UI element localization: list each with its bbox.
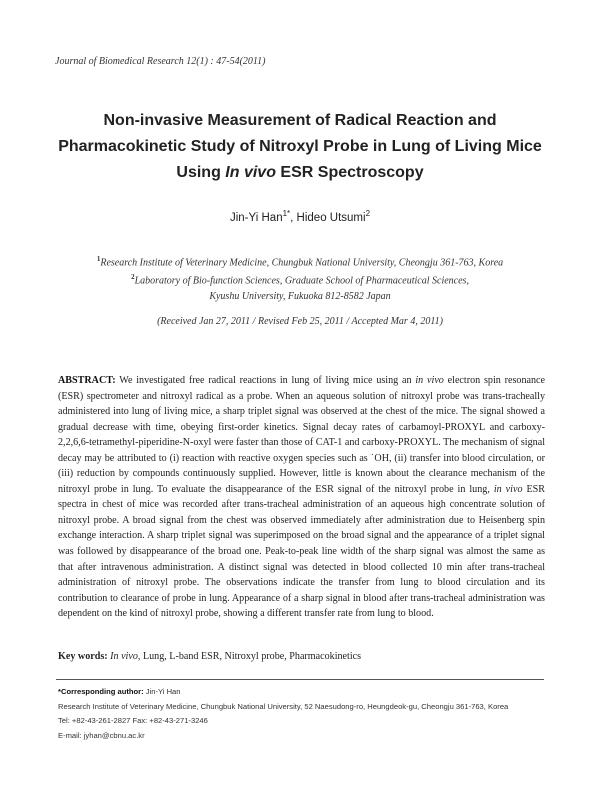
corresponding-author-label: *Corresponding author: [58,687,144,696]
affiliation-2-text-line-1: Laboratory of Bio-function Sciences, Graduate School of Pharmaceutical Sciences, [134,275,469,287]
abstract-text-3: ESR spectra in chest of mice was recorded after trans-tracheal administration of an aqueous high concentrate solution of nitroxyl probe. A broad signal from the chest was observed immediately after administration due to Heisenberg spin exchange interaction. A sharp triplet signal was superimposed on the broad signal and the appearance of a triplet signal was followed by disappearance of the broad one. Peak-to-peak line width of the sharp signal was almost the same as that after intravenous administration. A distinct signal was detected in blood collected 10 min after trans-tracheal administration of nitroxyl probe. The observations indicate the transfer from lung to blood circulation and its contribution to clearance of probe in lung. Appearance of a sharp signal in blood after trans-tracheal administration was dependent on the kind of nitroxyl probe, showing a different transfer rate from lung to blood. [58,483,545,620]
title-line-2: Pharmacokinetic Study of Nitroxyl Probe in Lung of Living Mice [58,138,542,155]
corresponding-email: E-mail: jyhan@cbnu.ac.kr [58,730,145,740]
author-1: Jin-Yi Han [229,211,283,224]
keywords-italic: In vivo [107,651,138,662]
title-line-3-italic: In vivo [225,164,276,181]
keywords-rest: , Lung, L-band ESR, Nitroxyl probe, Pharmacokinetics [137,651,362,662]
corresponding-address: Research Institute of Veterinary Medicine, Chungbuk National University, 52 Naesudong-ro, Heungdeok-gu, Cheongju 361-763, Korea [58,701,509,711]
author-list [0,209,600,224]
corresponding-author-block [58,685,558,743]
affiliation-1-text: Research Institute of Veterinary Medicine, Chungbuk National University, Cheongju 361-763, Korea [100,257,504,269]
affiliations [0,252,600,304]
title-line-3-suffix: ESR Spectroscopy [275,164,424,181]
keywords [58,651,545,662]
footnote-divider [56,679,544,680]
author-2: Hideo Utsumi [296,211,366,224]
affiliation-1 [0,252,600,270]
title-line-3-prefix: Using [176,164,226,181]
affiliation-1-mark: 1 [96,255,101,263]
abstract-label: ABSTRACT: [58,375,116,386]
abstract [58,373,545,622]
paper-title [40,108,560,186]
title-line-1: Non-invasive Measurement of Radical Reaction and [103,112,497,129]
journal-citation: Journal of Biomedical Research 12(1) : 47-54(2011) [55,56,266,67]
received-dates: (Received Jan 27, 2011 / Revised Feb 25, 2011 / Accepted Mar 4, 2011) [157,316,443,327]
keywords-label: Key words: [58,651,108,662]
abstract-text-2: electron spin resonance (ESR) spectrometer and nitroxyl radical as a probe. When an aqueous solution of nitroxyl probe was trans-tracheally administered into lung of living mice, a sharp triplet signal was observed at the chest of the mice. The signal showed a gradual decrease with time, obeying first-order kinetics. Signal decay rates of carbamoyl-PROXYL and carboxy-2,2,6,6-tetramethyl-piperidine-N-oxyl were faster than those of CAT-1 and carboxy-PROXYL. The mechanism of signal decay may be attributed to (i) reaction with reactive oxygen species such as ˙OH, (ii) transfer into blood circulation, or (iii) reduction by compounds continuously supplied. However, little is known about the clearance mechanism of the nitroxyl probe in lung. To evaluate the disappearance of the ESR signal of the nitroxyl probe in lung, [58,375,545,495]
abstract-italic-1: in vivo [415,375,444,386]
author-1-affiliation-mark: 1* [282,209,291,218]
abstract-italic-2: in vivo [493,483,523,495]
corresponding-author-name: Jin-Yi Han [143,687,181,696]
affiliation-2-text-line-2: Kyushu University, Fukuoka 812-8582 Japan [209,290,391,302]
author-2-affiliation-mark: 2 [365,209,371,218]
abstract-text-1: We investigated free radical reactions in lung of living mice using an [115,375,416,386]
corresponding-phone-fax: Tel: +82-43-261-2827 Fax: +82-43-271-3246 [58,716,208,726]
title-line-3 [40,160,560,186]
affiliation-2-mark: 2 [131,273,135,282]
corresponding-author-line [58,685,558,700]
author-separator: , [290,211,297,224]
affiliation-2 [0,270,600,288]
